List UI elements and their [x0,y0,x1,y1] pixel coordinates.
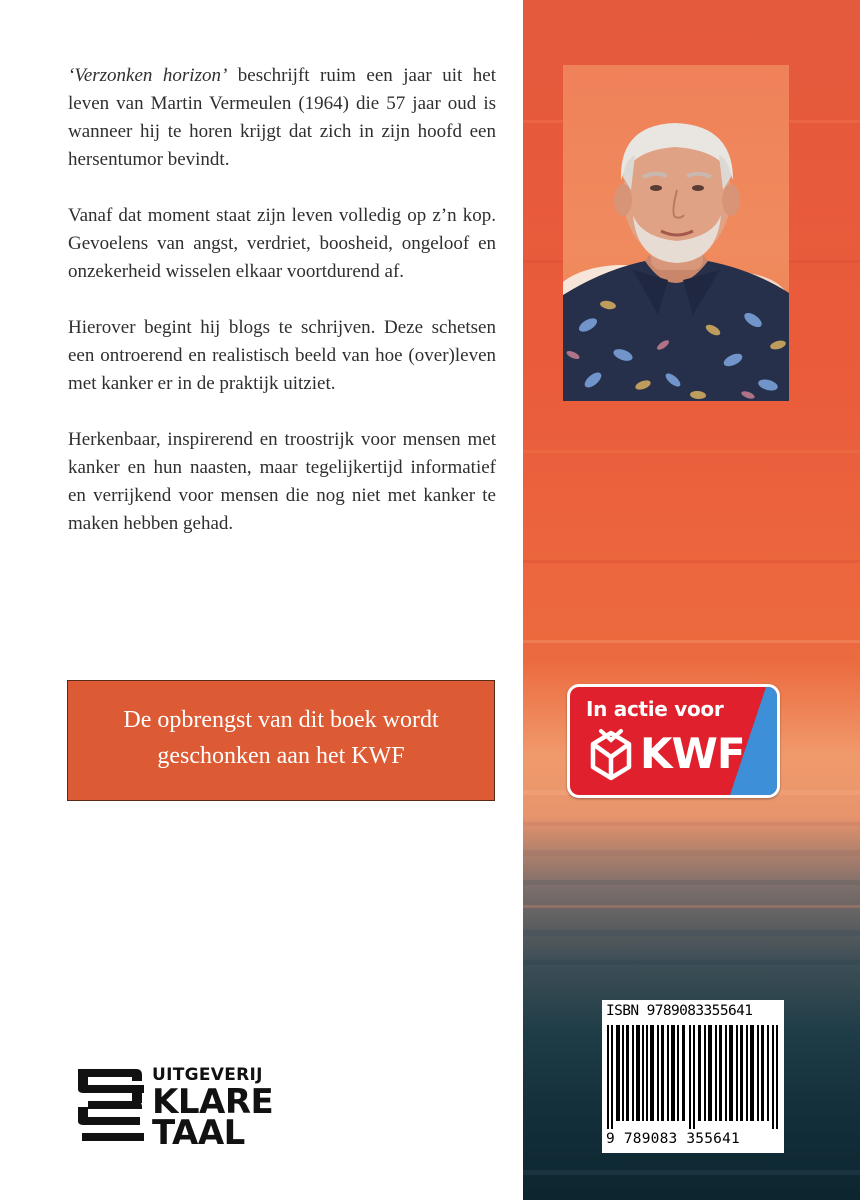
kwf-logo-text: KWF [640,729,745,778]
barcode-digits: 9 789083 355641 [606,1131,740,1147]
barcode-bars [607,1025,779,1129]
blurb-paragraph-4: Herkenbaar, inspirerend en troostrijk voor mensen met kanker en hun naasten, maar tegelijkertijd informatief en verrijkend voor mensen die nog niet met kanker te maken hebben gehad. [68,429,496,534]
publisher-logo [74,1063,274,1153]
author-portrait-icon [563,65,789,401]
blurb-paragraph-2: Vanaf dat moment staat zijn leven volledig op z’n kop. Gevoelens van angst, verdriet, boosheid, ongeloof en onzekerheid wisselen elkaar voortdurend af. [68,205,496,282]
kwf-badge-line-1: In actie voor [586,697,724,721]
blurb-paragraph-1-rest: beschrijft ruim een jaar uit het leven van Martin Vermeulen (1964) die 57 jaar oud is wanneer hij te horen krijgt dat zich in zijn hoofd een hersentumor bevindt. [68,65,497,170]
publisher-line-1: UITGEVERIJ [152,1065,263,1085]
kwf-logo-icon [586,727,636,783]
donation-notice-box [67,680,495,801]
donation-line-1: De opbrengst van dit boek wordt [123,707,439,733]
donation-line-2: geschonken aan het KWF [157,743,405,769]
book-title-italic: ‘Verzonken horizon’ [68,65,228,86]
kwf-campaign-badge [567,684,780,798]
author-photo [563,65,789,401]
blurb-text [68,62,496,566]
publisher-line-3: TAAL [152,1113,245,1153]
isbn-barcode [602,1000,784,1153]
blurb-paragraph-3: Hierover begint hij blogs te schrijven. Deze schetsen een ontroerend en realistisch beeld van hoe (over)leven met kanker er in de praktijk uitziet. [68,317,496,394]
publisher-line-2: KLARE [152,1082,274,1122]
stacked-books-icon [74,1063,150,1153]
isbn-label: ISBN 9789083355641 [606,1003,753,1019]
blurb-paragraph-1 [68,62,496,174]
